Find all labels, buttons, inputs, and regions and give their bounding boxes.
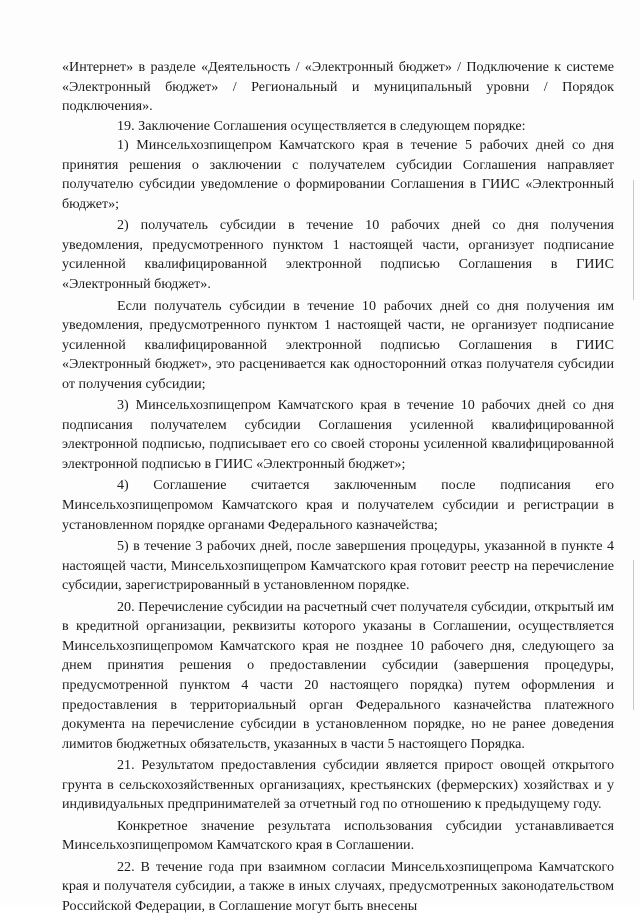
paragraph-19-item-3: 3) Минсельхозпищепром Камчатского края в течение 10 рабочих дней со дня подписания получателем субсидии Соглашения усиленной квалифицированной электронной подписью, подписывает его со своей стороны усиленной квалифицированной электронной подписью в ГИИС «Электронный бюджет»;	[62, 397, 614, 472]
paragraph-19-item-4: 4) Соглашение считается заключенным после подписания его Минсельхозпищепромом Камчатского края и получателем субсидии и регистрации в установленном порядке органами Федерального казначейства;	[62, 477, 614, 533]
paragraph-20: 20. Перечисление субсидии на расчетный счет получателя субсидии, открытый им в кредитной организации, реквизиты которого указаны в Соглашении, осуществляется Минсельхозпищепромом Камчатского края не позднее 10 рабочего дня, следующего за днем принятия решения о предоставлении субсидии (завершения процедуры, предусмотренной пунктом 4 части 20 настоящего порядка) путем оформления и предоставления в территориальный орган Федерального казначейства платежного документа на перечисление субсидии в установленном порядке, но не ранее доведения лимитов бюджетных обязательств, указанных в части 5 настоящего Порядка.	[62, 598, 614, 752]
paragraph-continuation-internet: «Интернет» в разделе «Деятельность / «Электронный бюджет» / Подключение к системе «Электронный бюджет» / Региональный и муниципальный уровни / Порядок подключения».	[62, 59, 614, 115]
paragraph-19-refusal: Если получатель субсидии в течение 10 рабочих дней со дня получения им уведомления, предусмотренного пунктом 1 настоящей части, не организует подписание усиленной квалифицированной электронной подписью Соглашения в ГИИС «Электронный бюджет», это расценивается как односторонний отказ получателя субсидии от получения субсидии;	[62, 297, 614, 392]
paragraph-21: 21. Результатом предоставления субсидии является прирост овощей открытого грунта в сельскохозяйственных организациях, крестьянских (фермерских) хозяйствах и у индивидуальных предпринимателей за отчетный год по отношению к предыдущему году.	[62, 757, 614, 813]
paragraph-19-heading: 19. Заключение Соглашения осуществляется в следующем порядке:	[117, 117, 526, 134]
paragraph-19-item-2: 2) получатель субсидии в течение 10 рабочих дней со дня получения уведомления, предусмотренного пунктом 1 настоящей части, организует подписание усиленной квалифицированной электронной подписью Соглашения в ГИИС «Электронный бюджет».	[62, 217, 614, 293]
paragraph-19-item-1: 1) Минсельхозпищепром Камчатского края в течение 5 рабочих дней со дня принятия решения о заключении с получателем субсидии Соглашения направляет получателю субсидии уведомление о формировании Соглашения в ГИИС «Электронный бюджет»;	[62, 137, 614, 212]
scan-edge-line-upper	[633, 180, 634, 300]
paragraph-19-item-5: 5) в течение 3 рабочих дней, после завершения процедуры, указанной в пункте 4 настоящей части, Минсельхозпищепром Камчатского края готовит реестр на перечисление субсидии, зарегистрированный в установленном порядке.	[62, 538, 614, 594]
scan-edge-line-lower	[633, 560, 634, 710]
paragraph-21-result-value: Конкретное значение результата использования субсидии устанавливается Минсельхозпищепромом Камчатского края в Соглашении.	[62, 817, 614, 854]
paragraph-22: 22. В течение года при взаимном согласии Минсельхозпищепрома Камчатского края и получателя субсидии, а также в иных случаях, предусмотренных законодательством Российской Федерации, в Соглашение могут быть внесены	[62, 858, 614, 914]
document-body	[62, 58, 614, 917]
